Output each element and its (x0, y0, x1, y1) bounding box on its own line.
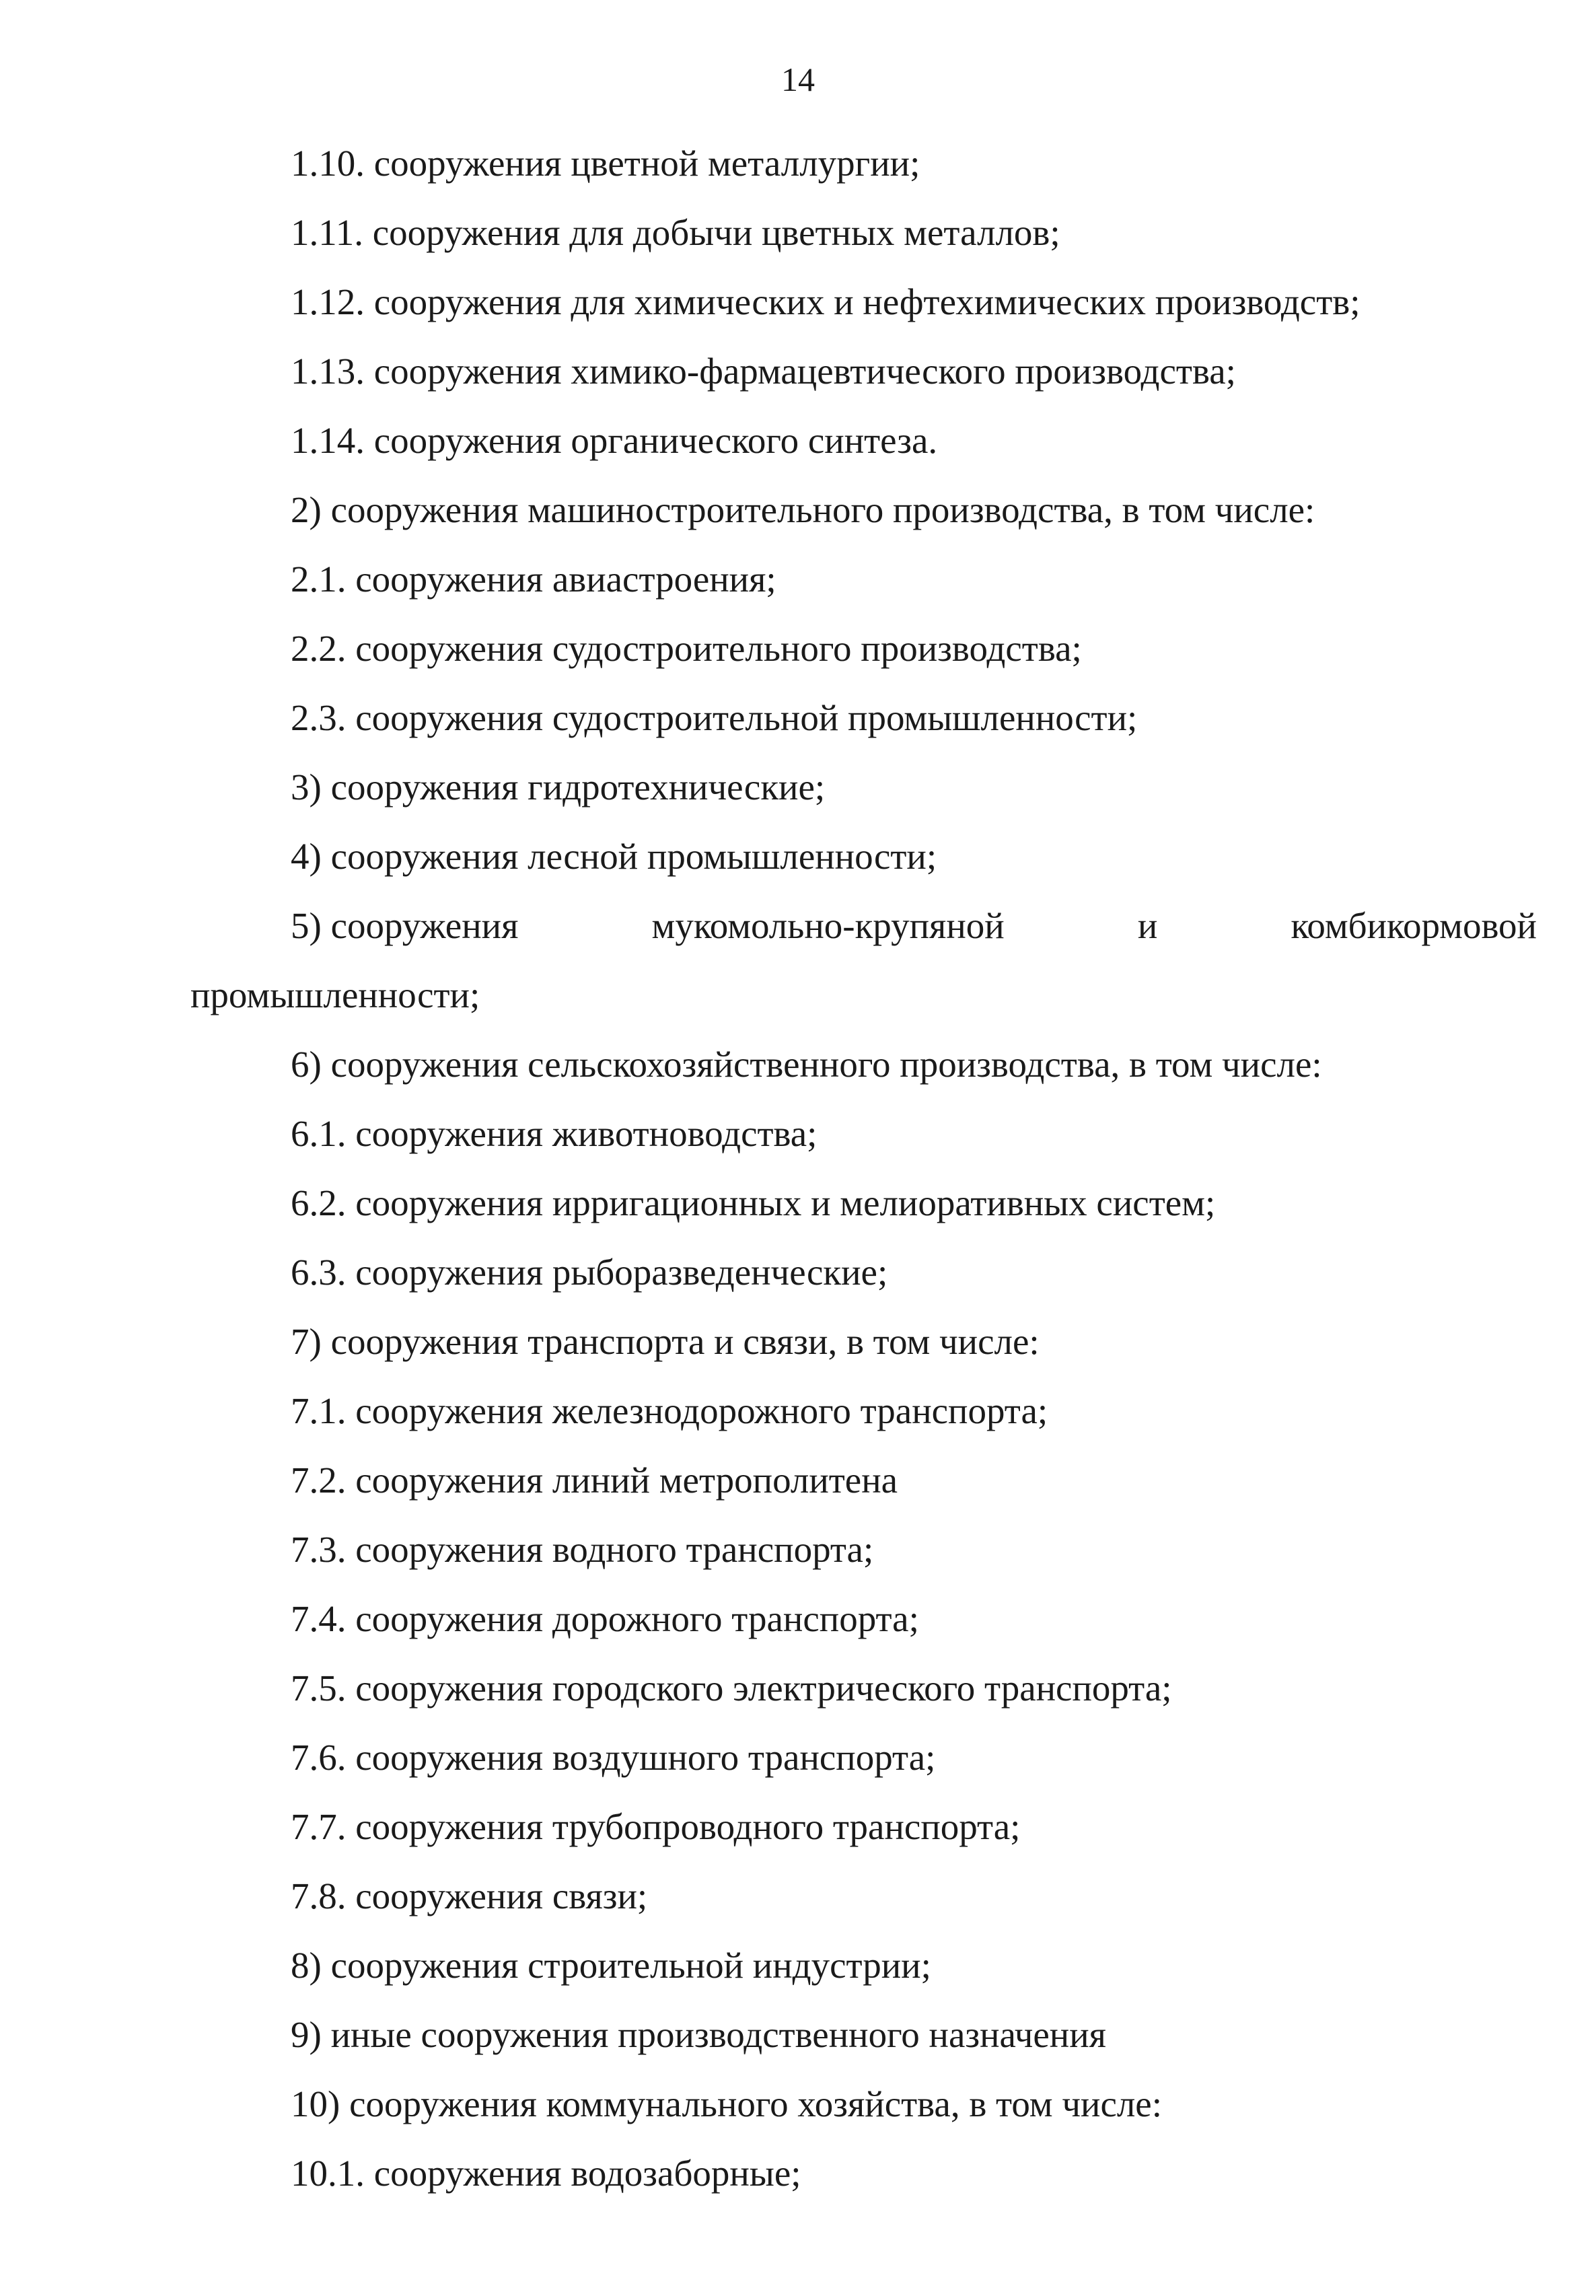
page-number: 14 (781, 61, 815, 98)
list-item: 1.12. сооружения для химических и нефтехимических производств; (291, 281, 1361, 322)
list-item: 7.8. сооружения связи; (291, 1875, 648, 1916)
justified-word: и (1137, 905, 1158, 946)
list-item: 4) сооружения лесной промышленности; (291, 836, 937, 877)
list-item: 6.2. сооружения ирригационных и мелиоративных систем; (291, 1182, 1216, 1223)
list-item: 7.2. сооружения линий метрополитена (291, 1460, 898, 1501)
list-item: 6.3. сооружения рыборазведенческие; (291, 1252, 888, 1293)
list-item-continuation: промышленности; (190, 974, 480, 1015)
list-item: 10) сооружения коммунального хозяйства, в том числе: (291, 2083, 1162, 2124)
list-item: 3) сооружения гидротехнические; (291, 766, 826, 808)
list-item: 1.14. сооружения органического синтеза. (291, 420, 938, 461)
list-item: 7.7. сооружения трубопроводного транспорта; (291, 1806, 1021, 1847)
list-item: 7.6. сооружения воздушного транспорта; (291, 1737, 936, 1778)
list-item: 1.10. сооружения цветной металлургии; (291, 143, 920, 184)
list-item: 2) сооружения машиностроительного производства, в том числе: (291, 489, 1315, 530)
list-item: 6.1. сооружения животноводства; (291, 1113, 818, 1154)
list-item: 1.11. сооружения для добычи цветных металлов; (291, 212, 1060, 253)
list-item-justified (291, 904, 1537, 948)
list-item: 7) сооружения транспорта и связи, в том числе: (291, 1321, 1040, 1362)
justified-word: комбикормовой (1291, 905, 1537, 946)
list-item: 8) сооружения строительной индустрии; (291, 1945, 931, 1986)
list-item: 7.3. сооружения водного транспорта; (291, 1529, 874, 1570)
list-item: 2.1. сооружения авиастроения; (291, 559, 776, 600)
list-item: 6) сооружения сельскохозяйственного производства, в том числе: (291, 1044, 1322, 1085)
list-item: 7.5. сооружения городского электрического транспорта; (291, 1667, 1172, 1709)
list-item: 9) иные сооружения производственного назначения (291, 2014, 1106, 2055)
list-item: 7.1. сооружения железнодорожного транспорта; (291, 1390, 1048, 1431)
justified-word: мукомольно-крупяной (651, 905, 1005, 946)
list-item: 2.3. сооружения судостроительной промышленности; (291, 697, 1138, 738)
list-item: 10.1. сооружения водозаборные; (291, 2153, 801, 2194)
list-item: 2.2. сооружения судостроительного производства; (291, 628, 1082, 669)
list-item: 7.4. сооружения дорожного транспорта; (291, 1598, 919, 1639)
list-item: 1.13. сооружения химико-фармацевтического производства; (291, 351, 1236, 392)
justified-word: 5) сооружения (291, 905, 519, 946)
